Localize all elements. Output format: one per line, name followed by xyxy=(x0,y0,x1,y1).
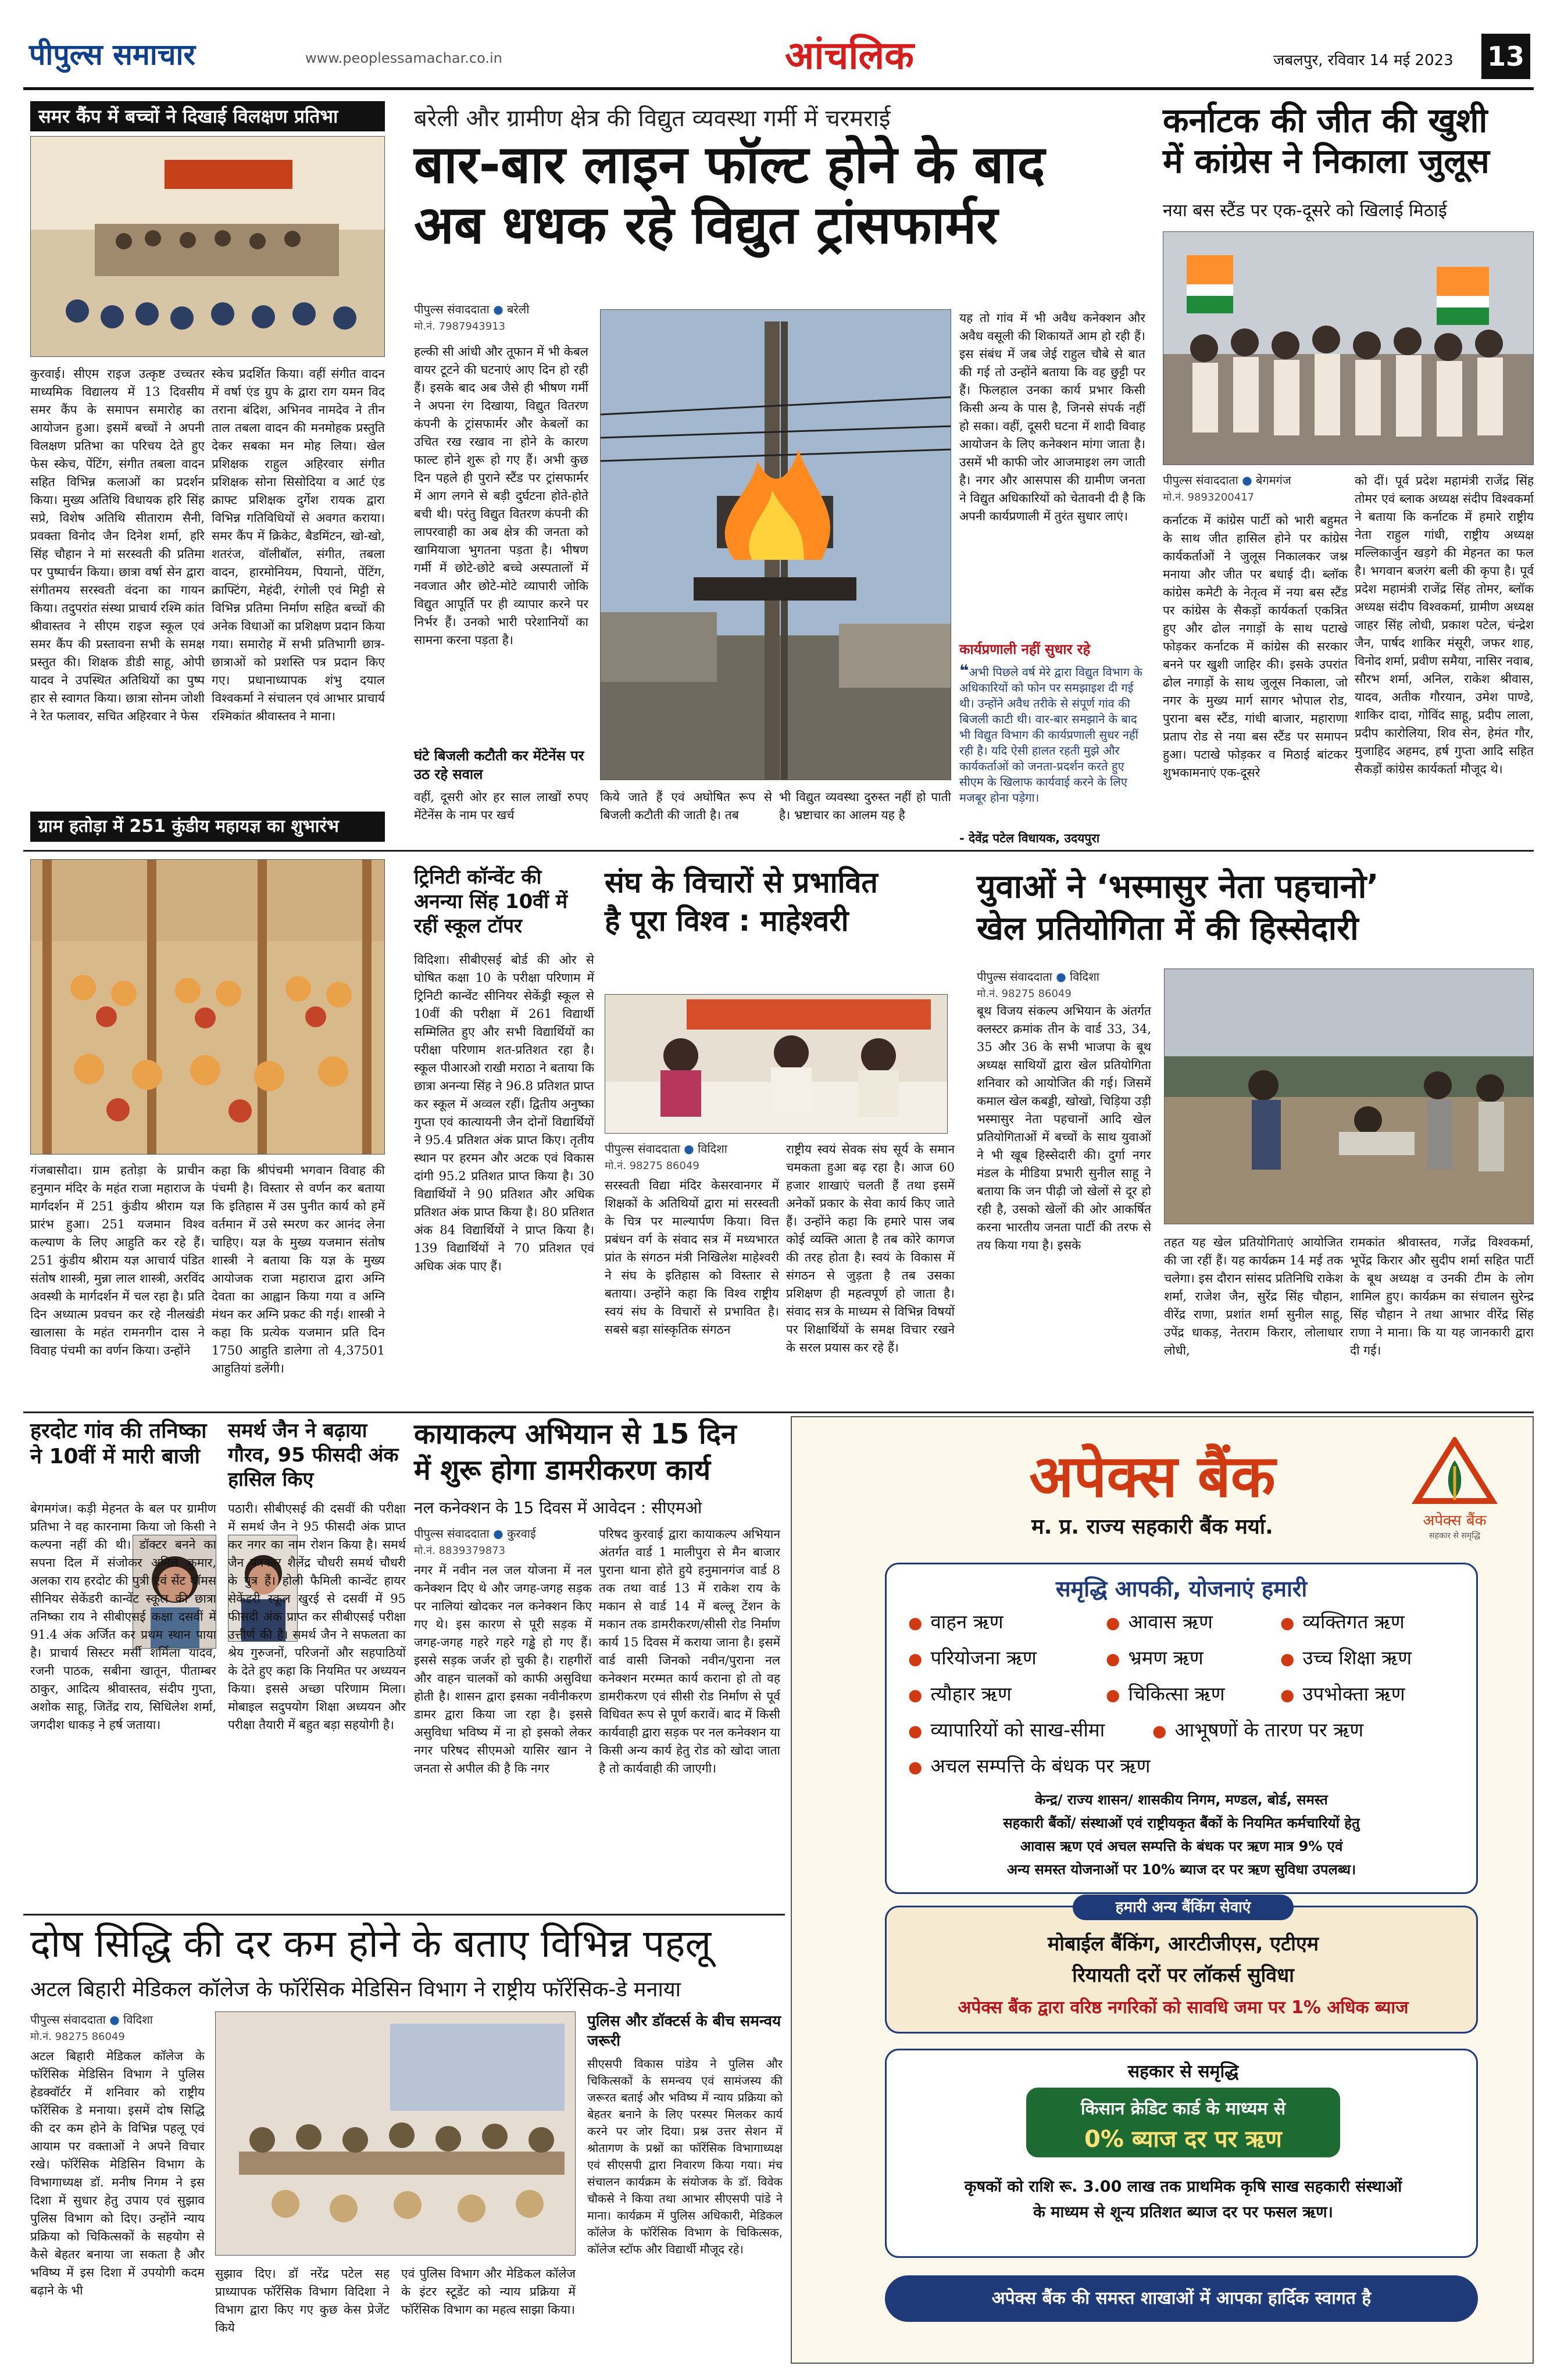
karnataka-byline: पीपुल्स संवाददाता ● बेगमगंज मो.नं. 9893200417 xyxy=(1163,472,1348,504)
summer-camp-body-col1: कुरवाई। सीएम राइज उत्कृष्ट उच्चतर माध्यमिक विद्यालय में 13 दिवसीय समर कैंप के समापन समारोह का आयोजन हुआ। इसमें बच्चों ने अपनी विलक्षण प्रतिभा का परिचय देते हुए फेस स्केच, पेंटिंग, संगीत तबला वादन सहित विभिन्न कलाओं का प्रदर्शन किया। मुख्य अतिथि विधायक हरि सिंह सप्रे, विशेष अतिथि सीताराम सैनी, प्रवक्ता विनोद जैन दिनेश शर्मा, हरि सिंह चौहान ने मां सरस्वती की प्रतिमा पर पुष्पार्चन किया। छात्रा वर्षा सेन द्वारा संगीतमय सरस्वती वंदना का गायन किया। तदुपरांत संस्था प्राचार्य रश्मि कांत श्रीवास्तव ने सीएम राइज स्कूल एवं समर कैंप की प्रस्तावना सभी के समक्ष प्रस्तुत की। शिक्षक डीडी साहू, ओपी यादव ने उपस्थित अतिथियों का पुष्प हार से स्वागत किया। छात्रा सोनम जोशी ने रेत फलावर, सचित अहिरवार ने फेस xyxy=(30,367,205,723)
yagya-body-col2: कहा कि श्रीपंचमी भगवान विवाह की पंचमी है। विस्तार से वर्णन कर बताया कि इतिहास में उस पुनीत कार्य को हमें वर्तमान में उसे स्मरण कर आनंद लेना चाहिए। यज्ञ के मुख्य यजमान संतोष शास्त्री ने बताया कि यज्ञ के मुख्य आयोजक राजा महाराज द्वारा अग्नि देवता का आह्वान किया गया व अग्नि मंथन कर अग्नि प्रकट की गई। शास्त्री ने कहा कि प्रत्येक यजमान प्रति दिन 1750 आहुति डालेगा तो 4,37501 आहुतियां डलेंगी। xyxy=(212,1163,385,1375)
website: www.peoplessamachar.co.in xyxy=(305,50,502,66)
karnataka-subhead: नया बस स्टैंड पर एक-दूसरे को खिलाई मिठाई xyxy=(1163,201,1447,221)
transformer-byline: पीपुल्स संवाददाता ● बरेली मो.नं. 7987943913 xyxy=(414,301,583,333)
byline-reporter: पीपुल्स संवाददाता xyxy=(414,1527,490,1541)
section-title: आंचलिक xyxy=(785,33,914,78)
summer-camp-body-col2: स्केच प्रदर्शित किया। वहीं संगीत वादन में वर्षा एंड ग्रुप के द्वारा राग यमन विद तराना बंदिश, अभिनव नामदेव ने तीन ताल तबला वादन की मनमोहक प्रस्तुति देकर सबका मन मोह लिया। खेल प्रशिक्षक राहुल अहिरवार संगीत प्रशिक्षक सोना सिसोदिया व आर्ट एंड क्राफ्ट प्रशिक्षक दुर्गेश रायक द्वारा विभिन्न गतिविधियों से अवगत कराया। समर कैंप में क्रिकेट, बैडमिंटन, खो-खो, शतरंज, वॉलीबॉल, संगीत, तबला वादन, हारमोनियम, पियानो, पेंटिंग, क्राफ्टिंग, मेहंदी, रंगोली एवं मिट्टी से विभिन्न प्रतिमा निर्माण सहित बच्चों की अनेक विधाओं का प्रशिक्षण प्रदान किया गया। समारोह में सभी प्रतिभागी छात्र-छात्राओं को प्रशस्ति पत्र प्रदान किए गए। प्रधानाध्यापक शंभु दयाल विश्वकर्मा ने संचालन एवं आभार प्राचार्य रश्मिकांत श्रीवास्तव ने माना। xyxy=(212,367,385,723)
bhasmasur-headline-line1: युवाओं ने ‘भस्मासुर नेता पहचानो’ xyxy=(977,868,1379,906)
transformer-body-col1-end: वहीं, दूसरी ओर हर साल लाखों रुपए मेंटेनेंस के नाम पर खर्च xyxy=(414,790,588,822)
kcc-line1: किसान क्रेडिट कार्ड के माध्यम से xyxy=(1080,2099,1286,2119)
apex-footer: अपेक्स बैंक की समस्त शाखाओं में आपका हार्दिक स्वागत है xyxy=(885,2275,1478,2322)
employee-line3: आवास ऋण एवं अचल सम्पत्ति के बंधक पर ऋण मात्र 9% एवं xyxy=(1020,1838,1343,1854)
sahkar-label: सहकार से समृद्धि xyxy=(1127,2061,1239,2082)
byline-place: बेगमगंज xyxy=(1256,473,1291,487)
samarth-body: पठारी। सीबीएसई की दसवीं की परीक्षा में समर्थ जैन ने 95 फीसदी अंक प्राप्त कर नगर का नाम रोशन किया है। समर्थ जैन पत्रकार शैलेंद्र चौधरी समर्थ चौधरी के पुत्र हैं। होली फैमिली कान्वेंट हायर सेकेंडरी स्कूल खुरई से दसवीं में 95 फीसदी अंक प्राप्त कर सीबीएसई परीक्षा उत्तीर्ण की है। समर्थ जैन ने सफलता का श्रेय गुरुजनों, परिजनों और सहपाठियों के देते हुए कहा कि नियमित पर अध्ययन किया। इससे अच्छा परिणाम मिला। मोबाइल सदुपयोग शिक्षा अध्ययन और परीक्षा तैयारी में बहुत बड़ा सहयोगी है। xyxy=(228,1502,406,1732)
trinity-headline: ट्रिनिटी कॉन्वेंट की अनन्या सिंह 10वीं में रहीं स्कूल टॉपर xyxy=(414,866,568,938)
sangh-byline: पीपुल्स संवाददाता ● विदिशा मो.नं. 98275 86049 xyxy=(605,1141,779,1173)
logo: पीपुल्स समाचार xyxy=(29,38,195,72)
kayakalp-byline: पीपुल्स संवाददाता ● कुरवाई मो.नं. 8839379873 xyxy=(414,1525,588,1557)
byline-reporter: पीपुल्स संवाददाता xyxy=(1163,473,1238,487)
masthead-rule xyxy=(23,87,1534,90)
kayakalp-headline-line2: में शुरू होगा डामरीकरण कार्य xyxy=(414,1454,711,1486)
sangh-photo xyxy=(605,994,948,1134)
transformer-photo-caption-left: किये जाते हैं एवं अघोषित रूप से बिजली कटौती की जाती है। तब xyxy=(600,790,772,822)
loan-item: ● वाहन ऋण xyxy=(908,1608,1004,1634)
loan-item: ● भ्रमण ऋण xyxy=(1106,1644,1204,1670)
transformer-quote-text: अभी पिछले वर्ष मेरे द्वारा विद्युत विभाग के अधिकारियों को फोन पर समझाइश दी गई थी। उन्होंने अवैध तरीके से संपूर्ण गांव की बिजली काटी थी। वार-बार समझाने के बाद भी विद्युत विभाग की कार्यप्रणाली सुधर नहीं रही है। यदि ऐसी हालत रहती मुझे और कार्यकर्ताओं को जनता-प्रदर्शन करते हुए सीएम के खिलाफ कार्यवाई करने के लिए मजबूर होना पड़ेगा। xyxy=(959,665,1142,805)
loan-item: ● उच्च शिक्षा ऋण xyxy=(1280,1644,1412,1670)
forensic-photo xyxy=(215,2011,576,2256)
kcc-box xyxy=(1026,2088,1340,2157)
byline-reporter: पीपुल्स संवाददाता xyxy=(605,1142,680,1156)
apex-logo-text: अपेक्स बैंक xyxy=(1423,1512,1487,1530)
bhasmasur-photo-image xyxy=(1165,969,1534,1224)
transformer-kicker: बरेली और ग्रामीण क्षेत्र की विद्युत व्यवस्था गर्मी में चरमराई xyxy=(414,105,891,132)
byline-mobile: मो.नं. 9893200417 xyxy=(1163,491,1255,503)
transformer-subhead: घंटे बिजली कटौती कर मेंटेनेंस पर उठ रहे सवाल xyxy=(414,748,584,782)
employee-line4: अन्य समस्त योजनाओं पर 10% ब्याज दर पर ऋण सुविधा उपलब्ध। xyxy=(1006,1861,1356,1878)
byline-mobile: मो.नं. 98275 86049 xyxy=(605,1160,699,1172)
byline-mobile: मो.नं. 8839379873 xyxy=(414,1545,506,1557)
forensic-caption-left: सुझाव दिए। डॉ नरेंद्र पटेल सह प्राध्यापक फॉरेंसिक विभाग विदिशा ने विभाग द्वारा किए गए कुछ केस प्रेजेंट किये xyxy=(215,2267,390,2335)
services-head: हमारी अन्य बैंकिंग सेवाएं xyxy=(1073,1895,1294,1920)
trinity-body: विदिशा। सीबीएसई बोर्ड की ओर से घोषित कक्षा 10 के परीक्षा परिणाम में ट्रिनिटी कान्वेंट सीनियर सेकेंड्री स्कूल से 10वीं की परीक्षा में 261 विद्यार्थी सम्मिलित हुए और सभी विद्यार्थियों का परीक्षा परिणाम शत-प्रतिशत रहा है। स्कूल पीआरओ राखी मराठा ने बताया कि छात्रा अनन्या सिंह ने 96.8 प्रतिशत प्राप्त कर स्कूल में अव्वल रहीं। द्वितीय अनुष्का गुप्ता एवं कात्यायनी जैन दोनों विद्यार्थियों ने 95.4 प्रतिशत अंक प्राप्त किए। तृतीय स्थान पर हरमन और अटक एवं विकास दांगी 95.2 प्रतिशत प्राप्त किया है। 30 विद्यार्थियों ने 90 प्रतिशत और अधिक प्रतिशत अंक प्राप्त किया है। 80 प्रतिशत अंक 84 विद्यार्थियों ने प्राप्त किया है। 139 विद्यार्थियों ने 70 प्रतिशत एवं अधिक अंक पाए हैं। xyxy=(414,953,594,1273)
kcc-line2: 0% ब्याज दर पर ऋण xyxy=(1084,2126,1282,2153)
employee-line2: सहकारी बैंकों/ संस्थाओं एवं राष्ट्रीयकृत बैंकों के नियमित कर्मचारियों हेतु xyxy=(1003,1815,1360,1831)
row3-divider xyxy=(23,1914,785,1916)
byline-reporter: पीपुल्स संवाददाता xyxy=(977,970,1052,984)
transformer-fire-image xyxy=(601,310,951,780)
transformer-subhead2: कार्यप्रणाली नहीं सुधार रहे xyxy=(959,641,1091,657)
summer-camp-photo xyxy=(30,136,385,357)
byline-mobile: मो.नं. 98275 86049 xyxy=(977,988,1072,1000)
loan-item: ● आभूषणों के तारण पर ऋण xyxy=(1152,1716,1363,1742)
kayakalp-body-col2: परिषद कुरवाई द्वारा कायाकल्प अभियान अंतर्गत वार्ड 1 मालीपुरा से मैन बाजार पुराना थाना होते हुये हनुमानगंज वार्ड 8 तक तथा वार्ड 13 में राकेश राय के मकान से वार्ड 14 में बल्लू टेंशन के मकान तक डामरीकरण/सीसी रोड निर्माण कार्य 15 दिवस में कराया जाना है। इसमें वार्ड वासी जिनको नवीन/पुराना नल कनेक्शन मरम्मत कार्य कराना हो तो वह डामरीकरण एवं सीसी रोड निर्माण से पूर्व विधिवत रूप से पूर्ण करावें। बाद में किसी कार्यवाही द्वारा सड़क पर नल कनेक्शन या किसी अन्य कार्य हेतु रोड को खोदा जाता है तो कार्यवाही की जाएगी। xyxy=(599,1527,780,1775)
karnataka-headline-line1: कर्नाटक की जीत की खुशी xyxy=(1163,101,1488,140)
byline-reporter: पीपुल्स संवाददाता xyxy=(414,302,490,316)
employee-line1: केन्द्र/ राज्य शासन/ शासकीय निगम, मण्डल, बोर्ड, समस्त xyxy=(1035,1792,1328,1808)
services-line1: मोबाईल बैंकिंग, आरटीजीएस, एटीएम xyxy=(1047,1932,1319,1956)
forensic-caption-right: एवं पुलिस विभाग और मेडिकल कॉलेज के इंटर स्टूडेंट को न्याय प्रक्रिया में फॉरेंसिक विभाग का महत्व साझा किया। xyxy=(401,2267,576,2317)
tanishka-headline: हरदोट गांव की तनिष्का ने 10वीं में मारी बाजी xyxy=(30,1419,207,1468)
loan-item: ● उपभोक्ता ऋण xyxy=(1280,1680,1405,1706)
yagya-photo xyxy=(30,859,385,1155)
loan-item: ● आवास ऋण xyxy=(1106,1608,1213,1634)
transformer-quote xyxy=(959,663,1145,824)
tanishka-body: बेगमगंज। कड़ी मेहनत के बल पर ग्रामीण प्रतिभा ने वह कारनामा किया जो किसी ने कल्पना नहीं की थी। डॉक्टर बनने का सपना दिल में संजोकर अनिल कुमार, अलका राय हरदोट की पुत्री एवं सेंट थॉमस सीनियर सेकेंडरी कान्वेंट स्कूल की छात्रा तनिष्का राय ने सीबीएसई कक्षा दसवीं में 91.4 अंक अर्जित कर प्रथम स्थान पाया है। प्राचार्य सिस्टर मर्सी शर्मिला यादव, रजनी पाठक, सबीना खातून, पीताम्बर ठाकुर, आदित्य श्रीवास्तव, संदीप गुप्ता, अशोक साहू, जितेंद्र राय, सिधिलेश शर्मा, जगदीश धाकड़ ने हर्ष जताया। xyxy=(30,1502,216,1732)
apex-bank-ad xyxy=(791,1416,1534,2364)
apex-logo-icon xyxy=(1411,1437,1498,1507)
forensic-photo-image xyxy=(216,2012,576,2256)
loan-item: ● अचल सम्पत्ति के बंधक पर ऋण xyxy=(908,1752,1150,1778)
karnataka-rally-photo xyxy=(1163,231,1534,465)
page-number: 13 xyxy=(1481,34,1530,79)
byline-place: विदिशा xyxy=(698,1142,727,1156)
services-line2: रियायती दरों पर लॉकर्स सुविधा xyxy=(1072,1964,1294,1987)
apex-subtitle: म. प्र. राज्य सहकारी बैंक मर्या. xyxy=(1031,1515,1273,1539)
byline-mobile: मो.नं. 98275 86049 xyxy=(30,2031,125,2043)
apex-logo xyxy=(1397,1437,1513,1559)
forensic-byline: पीपुल्स संवाददाता ● विदिशा मो.नं. 98275 86049 xyxy=(30,2011,205,2043)
transformer-headline-line2: अब धधक रहे विद्युत ट्रांसफार्मर xyxy=(414,195,998,256)
forensic-headline: दोष सिद्धि की दर कम होने के बताए विभिन्न पहलू xyxy=(30,1921,712,1966)
apex-tagline: समृद्धि आपकी, योजनाएं हमारी xyxy=(1055,1576,1308,1602)
senior-line: अपेक्स बैंक द्वारा वरिष्ठ नगरिकों को सावधि जमा पर 1% अधिक ब्याज xyxy=(958,1997,1409,2018)
byline-reporter: पीपुल्स संवाददाता xyxy=(30,2013,106,2027)
forensic-side-body: सीएसपी विकास पांडेय ने पुलिस और चिकित्सकों के समन्वय एवं सामंजस्य की जरूरत बताई और भविष्य में न्याय प्रक्रिया को बेहतर बनाने के लिए परस्पर मिलकर कार्य करने पर जोर दिया। प्रश्न उत्तर सेशन में श्रोतागण के प्रश्नों का फॉरेंसिक विभागाध्यक्ष एवं सीएसपी द्वारा निवारण किया गया। मंच संचालन कार्यक्रम के संयोजक के डॉ. विवेक चौकसे ने किया तथा आभार सीएसपी पांडे ने माना। कार्यक्रम में पुलिस अधिकारी, मेडिकल कॉलेज के फॉरेंसिक विभाग के चिकित्सक, कॉलेज स्टॉफ और विद्यार्थी मौजूद रहे। xyxy=(587,2057,783,2256)
loan-item: ● परियोजना ऋण xyxy=(908,1644,1037,1670)
loan-item: ● चिकित्सा ऋण xyxy=(1106,1680,1225,1706)
karnataka-rally-image xyxy=(1163,232,1534,465)
samarth-headline: समर्थ जैन ने बढ़ाया गौरव, 95 फीसदी अंक हासिल किए xyxy=(228,1419,399,1491)
forensic-subhead: अटल बिहारी मेडिकल कॉलेज के फॉरेंसिक मेडिसिन विभाग ने राष्ट्रीय फॉरेंसिक-डे मनाया xyxy=(30,1978,681,2002)
kayakalp-headline-line1: कायाकल्प अभियान से 15 दिन xyxy=(414,1418,737,1450)
loan-item: ● व्यक्तिगत ऋण xyxy=(1280,1608,1405,1634)
byline-place: बरेली xyxy=(507,302,530,316)
transformer-body-col1: हल्की सी आंधी और तूफान में भी केबल वायर टूटने की घटनाएं आए दिन हो रही हैं। इसके बाद अब जैसे ही भीषण गर्मी ने अपना रंग दिखाया, विद्युत वितरण कंपनी के ट्रांसफार्मर और केबलों का उचित रख रखाव ना होने के कारण फाल्ट होने शुरू हो गए हैं। अभी कुछ दिन पहले ही पुराने स्टैंड पर ट्रांसफार्मर में आग लगने से बड़ी दुर्घटना होते-होते बची थी। परंतु विद्युत वितरण कंपनी की लापरवाही का अब क्षेत्र की जनता को खामियाजा भुगतना पड़ता है। भीषण गर्मी में छोटे-छोटे बच्चे अस्पतालों में नवजात और छोटे-मोटे व्यापारी जोकि विद्युत आपूर्ति पर ही व्यापार करने पर निर्भर हैं। उनको भारी परेशानियों का सामना करना पड़ता है। xyxy=(414,345,588,647)
loan-item: ● त्यौहार ऋण xyxy=(908,1680,1012,1706)
row1-divider xyxy=(23,850,1534,852)
sangh-body-col1: सरस्वती विद्या मंदिर केसरवानगर में शिक्षकों के अतिथियों द्वारा मां सरस्वती के चित्र पर माल्यार्पण किया। वित्त प्रबंधन वर्ग के संवाद सत्र में मध्यभारत प्रांत के संगठन मंत्री निखिलेश माहेश्वरी ने संघ के इतिहास को विस्तार से बताया। उन्होंने कहा कि विश्व राष्ट्रीय स्वयं संघ के विचारों से प्रभावित है। सबसे बड़ा सांस्कृतिक संगठन xyxy=(605,1178,779,1336)
yagya-photo-image xyxy=(31,860,385,1155)
karnataka-body-col1: कर्नाटक में कांग्रेस पार्टी को भारी बहुमत के साथ जीत हासिल होने पर कांग्रेस कार्यकर्ताओं ने जुलूस निकालकर जश्न मनाया और जीत पर बधाई दी। ब्लॉक कांग्रेस कमेटी के नेतृत्व में नया बस स्टैंड पर कांग्रेस के सैकड़ों कार्यकर्ता एकत्रित हुए और ढोल नगाड़ों के साथ पटाखे फोड़कर कर्नाटक में कांग्रेस की सरकार बनने पर खुशी जाहिर की। इसके उपरांत ढोल नगाड़ों के साथ जुलूस निकाला, जो नगर के मुख्य मार्ग सागर भोपाल रोड, पुराना बस स्टैंड, गांधी बाजार, महाराणा प्रताप रोड से नया बस स्टैंड पर समापन हुआ। पटाखे फोड़कर व मिठाई बांटकर शुभकामनाएं एक-दूसरे xyxy=(1163,513,1348,780)
byline-mobile: मो.नं. 7987943913 xyxy=(414,320,506,333)
apex-services-panel xyxy=(885,1899,1478,2034)
yagya-headline: ग्राम हतोड़ा में 251 कुंडीय महायज्ञ का शुभारंभ xyxy=(30,812,385,842)
transformer-quote-author: - देवेंद्र पटेल विधायक, उदयपुरा xyxy=(959,831,1100,845)
dateline: जबलपुर, रविवार 14 मई 2023 xyxy=(1273,52,1454,69)
loan-item: ● व्यापारियों को साख-सीमा xyxy=(908,1716,1105,1742)
bhasmasur-caption-right: रामकांत श्रीवास्तव, गजेंद्र विश्वकर्मा, भूपेंद्र किरार और सुदीप शर्मा सहित पार्टी के बूथ अध्यक्ष व उनकी टीम के लोग शामिल हुए। कार्यक्रम का संचालन सुरेन्द्र सिंह चौहान ने तथा आभार वीरेंद्र सिंह राणा ने माना। कि या यह जानकारी द्वारा दी गई। xyxy=(1350,1235,1534,1357)
farmers-line2: के माध्यम से शून्य प्रतिशत ब्याज दर पर फसल ऋण। xyxy=(1033,2203,1333,2221)
apex-logo-subtext: सहकार से समृद्धि xyxy=(1429,1531,1480,1541)
apex-employee-block xyxy=(902,1788,1460,1887)
forensic-side-head: पुलिस और डॉक्टर्स के बीच समन्वय जरूरी xyxy=(587,2013,781,2050)
bhasmasur-byline: पीपुल्स संवाददाता ● विदिशा मो.नं. 98275 86049 xyxy=(977,969,1151,1000)
apex-title: अपेक्स बैंक xyxy=(1029,1442,1276,1510)
quote-icon: ❝ xyxy=(959,661,969,680)
sangh-headline-line2: है पूरा विश्व : माहेश्वरी xyxy=(605,904,849,938)
transformer-body-col3: यह तो गांव में भी अवैध कनेक्शन और अवैध वसूली की शिकायतें आम हो रही हैं। इस संबंध में जब जेई राहुल चौबे से बात की गई तो उन्होंने बताया कि वह छुट्टी पर हैं। फिलहाल उनका कार्य प्रभार किसी किसी अन्य के पास है, जिनसे संपर्क नहीं हो सका। वहीं, दूसरी घटना में शादी विवाह आयोजन के लिए कनेक्शन मांगा जाता है। उसमें भी काफी जोर आजमाइश लग जाती है। नगर और आसपास की ग्रामीण जनता ने विद्युत अधिकारियों को चेतावनी दी है कि अपनी कार्यप्रणाली में तुरंत सुधार लाएं। xyxy=(959,311,1145,523)
kayakalp-body-col1: नगर में नवीन नल जल योजना में नल कनेक्शन दिए थे और जगह-जगह सड़क पर नालियां खोदकर नल कनेक्शन किए गए थे। इस कारण से पूरी सड़क में जगह-जगह गहरे गहरे गड्ढे हो गए हैं। इससे सड़क जर्जर हो चुकी है। राहगीरों और वाहन चालकों को काफी असुविधा होती है। शासन द्वारा इसका नवीनीकरण डामर द्वारा किया जा रहा है। इससे असुविधा भविष्य में ना हो इसको लेकर नगर परिषद सीएमओ यासिर खान ने जनता से अपील की है कि नगर xyxy=(414,1563,592,1775)
summer-camp-headline: समर कैंप में बच्चों ने दिखाई विलक्षण प्रतिभा xyxy=(30,101,385,131)
sangh-photo-image xyxy=(605,995,948,1134)
farmers-line1: कृषकों को राशि रू. 3.00 लाख तक प्राथमिक कृषि साख सहकारी संस्थाओं xyxy=(964,2178,1402,2196)
bhasmasur-caption: तहत यह खेल प्रतियोगिताएं आयोजित की जा रहीं हैं। यह कार्यक्रम 14 मई तक चलेगा। इस दौरान सांसद प्रतिनिधि राकेश शर्मा, राजेश जैन, सुरेंद्र सिंह चौहान, वीरेंद्र राणा, प्रशांत शर्मा सुनील साहू, उपेंद्र धाकड़, नेतराम किरार, लोलाधार लोधी, xyxy=(1164,1235,1343,1357)
byline-place: कुरवाई xyxy=(507,1527,536,1541)
bhasmasur-photo xyxy=(1164,969,1534,1224)
byline-place: विदिशा xyxy=(123,2013,153,2027)
forensic-body-col1: अटल बिहारी मेडिकल कॉलेज के फॉरेंसिक मेडिसिन विभाग ने पुलिस हेडक्वॉर्टर में शनिवार को राष्ट्रीय फॉरेंसिक डे मनाया। इसमें दोष सिद्धि की दर कम होने के विभिन्न पहलू एवं आयाम पर वक्ताओं ने अपने विचार रखे। फॉरेंसिक मेडिसिन विभाग के विभागाध्यक्ष डॉ. मनीष निगम ने इस दिशा में सुधार हेतु उपाय एवं सुझाव पुलिस विभाग को दिए। उन्होंने न्याय प्रक्रिया को चिकित्सकों के सहयोग से कैसे बेहतर बनाया जा सकता है और भविष्य में इस दिशा में उपयोगी कदम बढ़ाने के भी xyxy=(30,2049,205,2297)
yagya-body-col1: गंजबासौदा। ग्राम हतोड़ा के प्राचीन हनुमान मंदिर के महंत राजा महाराज के मार्गदर्शन में 251 कुंडीय श्रीराम यज्ञ प्रारंभ हुआ। 251 यजमान विश्व कल्याण के लिए आहुति कर रहे हैं। 251 कुंडीय श्रीराम यज्ञ आचार्य पंडित संतोष शास्त्री, मुन्ना लाल शास्त्री, अरविंद अवस्थी के मार्गदर्शन में चल रहा है। प्रति दिन अध्यात्म प्रवचन कर रहे नीलखंडी खालासा के महंत रामनगीन दास ने विवाह पंचमी का वर्णन किया। उन्होंने xyxy=(30,1163,205,1357)
transformer-photo-caption-right: भी विद्युत व्यवस्था दुरुस्त नहीं हो पाती है। भ्रष्टाचार का आलम यह है xyxy=(779,790,951,822)
transformer-fire-photo xyxy=(600,309,951,780)
karnataka-body-col2: को दीं। पूर्व प्रदेश महामंत्री राजेंद्र सिंह तोमर एवं ब्लाक अध्यक्ष संदीप विश्वकर्मा ने बताया कि कर्नाटक में हमारे राष्ट्रीय नेता राहुल गांधी, राष्ट्रीय अध्यक्ष मल्लिकार्जुन खड़गे की मेहनत का फल है। भगवान बजरंग बली की कृपा है। पूर्व प्रदेश महामंत्री राजेंद्र सिंह तोमर, ब्लॉक अध्यक्ष संदीप विश्वकर्मा, ग्रामीण अध्यक्ष जाहर सिंह लोधी, प्रकाश पटेल, चंन्द्रेश जैन, पार्षद शाकिर मंसूरी, जफर शाह, विनोद शर्मा, प्रवीण समैया, नासिर नवाब, सौरभ शर्मा, अनिल, राकेश श्रीवास, यादव, अतीक गौरयान, उमेश पाण्डे, शाकिर दादा, गोविंद साहू, प्रदीप लाला, प्रदीप कारोलिया, शिव सेन, हेमंत गौर, मुजाहिद अहमद, हर्ष गुप्ता आदि सहित सैकड़ों कांग्रेस कार्यकर्ता मौजूद थे। xyxy=(1355,474,1534,776)
karnataka-headline-line2: में कांग्रेस ने निकाला जुलूस xyxy=(1163,141,1490,181)
row2-divider xyxy=(23,1411,1534,1413)
kayakalp-subhead: नल कनेक्शन के 15 दिवस में आवेदन : सीएमओ xyxy=(414,1498,702,1517)
masthead xyxy=(0,0,1557,87)
sangh-body-col2: राष्ट्रीय स्वयं सेवक संघ सूर्य के समान चमकता हुआ बढ़ रहा है। आज 60 हजार शाखाएं चलती हैं तथा इसमें अनेकों प्रकार के सेवा कार्य किए जाते हैं। उन्होंने कहा कि हमारे पास जब कोई व्यक्ति आता है तब कोरे कागज की तरह होता है। स्वयं के विकास में संगठन से जुड़ता है तब उसका प्रशिक्षण ही महत्वपूर्ण हो जाता है। संवाद सत्र के माध्यम से विभिन्न विषयों पर शिक्षार्थियों के समक्ष विचार रखने के सरल प्रयास कर रहे हैं। xyxy=(786,1142,955,1355)
apex-kcc-panel xyxy=(885,2049,1478,2258)
transformer-headline-line1: बार-बार लाइन फॉल्ट होने के बाद xyxy=(414,134,1045,195)
bhasmasur-body-col1: बूथ विजय संकल्प अभियान के अंतर्गत क्लस्टर क्रमांक तीन के वार्ड 33, 34, 35 और 36 के सभी भाजपा के बूथ अध्यक्ष साथियों द्वारा खेल प्रतियोगिता शनिवार को आयोजित की गई। जिसमें कमाल खेल कबड्डी, खोखो, चिड़िया उड़ी भस्मासुर नेता पहचानों आदि खेल प्रतियोगिताओं में बच्चों के साथ युवाओं ने भी खूब हिस्सेदारी की। दुर्गा नगर मंडल के मीडिया प्रभारी सुनील साहू ने बताया कि जन पीढ़ी जो खेलों से दूर हो रही है, उसको खेलों की ओर आकर्षित करना भारतीय जनता पार्टी की तरफ से तय किया गया है। इसके xyxy=(977,1004,1151,1252)
sangh-headline-line1: संघ के विचारों से प्रभावित xyxy=(605,866,878,899)
bhasmasur-headline-line2: खेल प्रतियोगिता में की हिस्सेदारी xyxy=(977,910,1359,948)
byline-place: विदिशा xyxy=(1070,970,1099,984)
summer-camp-photo-image xyxy=(31,137,385,357)
